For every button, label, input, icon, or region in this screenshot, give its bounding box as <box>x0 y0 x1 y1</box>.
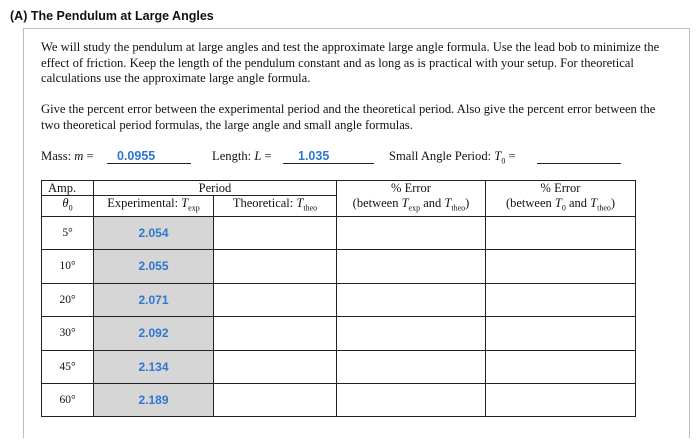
experimental-cell[interactable]: 2.054 <box>94 216 214 249</box>
table-row <box>42 216 636 249</box>
error1-cell[interactable] <box>337 249 486 283</box>
error2-header: % Error <box>486 181 636 196</box>
small-angle-period-label: Small Angle Period: $T_0$ = <box>389 149 516 166</box>
experimental-cell[interactable]: 2.092 <box>94 316 214 350</box>
error2-cell[interactable] <box>486 216 636 249</box>
amp-cell: 45° <box>42 350 94 383</box>
theoretical-cell[interactable] <box>214 216 337 249</box>
table-row <box>42 350 636 383</box>
table-row <box>42 283 636 316</box>
amp-cell: 5° <box>42 216 94 249</box>
mass-field[interactable] <box>107 149 191 164</box>
error2-cell[interactable] <box>486 383 636 416</box>
error-instructions-paragraph: Give the percent error between the experimental period and the theoretical period. Also give the percent error between the two theoretical period formulas, the large angle and small angle formulas. <box>41 102 656 132</box>
parameters-line <box>41 149 681 169</box>
error2-cell[interactable] <box>486 316 636 350</box>
theoretical-cell[interactable] <box>214 283 337 316</box>
error2-subheader: (between $T_0$ and $T_{theo}$) <box>486 196 636 217</box>
table-row <box>42 383 636 416</box>
amp-cell: 60° <box>42 383 94 416</box>
table-row <box>42 249 636 283</box>
experimental-cell[interactable]: 2.071 <box>94 283 214 316</box>
error2-cell[interactable] <box>486 283 636 316</box>
experimental-cell[interactable]: 2.189 <box>94 383 214 416</box>
amp-cell: 10° <box>42 249 94 283</box>
theoretical-cell[interactable] <box>214 316 337 350</box>
small-angle-period-field[interactable] <box>537 149 621 164</box>
section-title: (A) The Pendulum at Large Angles <box>10 9 214 23</box>
length-field[interactable] <box>283 149 374 164</box>
error1-cell[interactable] <box>337 216 486 249</box>
amp-symbol-header: $\theta_0$ <box>42 196 94 217</box>
table-row <box>42 316 636 350</box>
error1-cell[interactable] <box>337 383 486 416</box>
experimental-cell[interactable]: 2.134 <box>94 350 214 383</box>
amp-cell: 30° <box>42 316 94 350</box>
experimental-header: Experimental: $T_{exp}$ <box>94 196 214 217</box>
amp-cell: 20° <box>42 283 94 316</box>
error2-cell[interactable] <box>486 350 636 383</box>
instructions-paragraph: We will study the pendulum at large angles and test the approximate large angle formula. Use the lead bob to minimize the effect of friction. Keep the length of the pendulum constant and as long as is practical with your setup. For theoretical calculations use the approximate large angle formula. <box>41 40 660 85</box>
length-value: 1.035 <box>298 149 330 163</box>
theoretical-header: Theoretical: $T_{theo}$ <box>214 196 337 217</box>
length-label: Length: L = <box>212 149 272 163</box>
mass-value: 0.0955 <box>117 149 156 163</box>
theoretical-cell[interactable] <box>214 350 337 383</box>
period-header: Period <box>94 181 337 196</box>
theoretical-cell[interactable] <box>214 249 337 283</box>
error1-cell[interactable] <box>337 316 486 350</box>
error2-cell[interactable] <box>486 249 636 283</box>
results-table <box>41 180 636 417</box>
mass-label: Mass: m = <box>41 149 94 163</box>
experimental-cell[interactable]: 2.055 <box>94 249 214 283</box>
amp-header: Amp. <box>42 181 94 196</box>
error1-subheader: (between $T_{exp}$ and $T_{theo}$) <box>337 196 486 217</box>
theoretical-cell[interactable] <box>214 383 337 416</box>
error1-cell[interactable] <box>337 350 486 383</box>
error1-header: % Error <box>337 181 486 196</box>
error1-cell[interactable] <box>337 283 486 316</box>
